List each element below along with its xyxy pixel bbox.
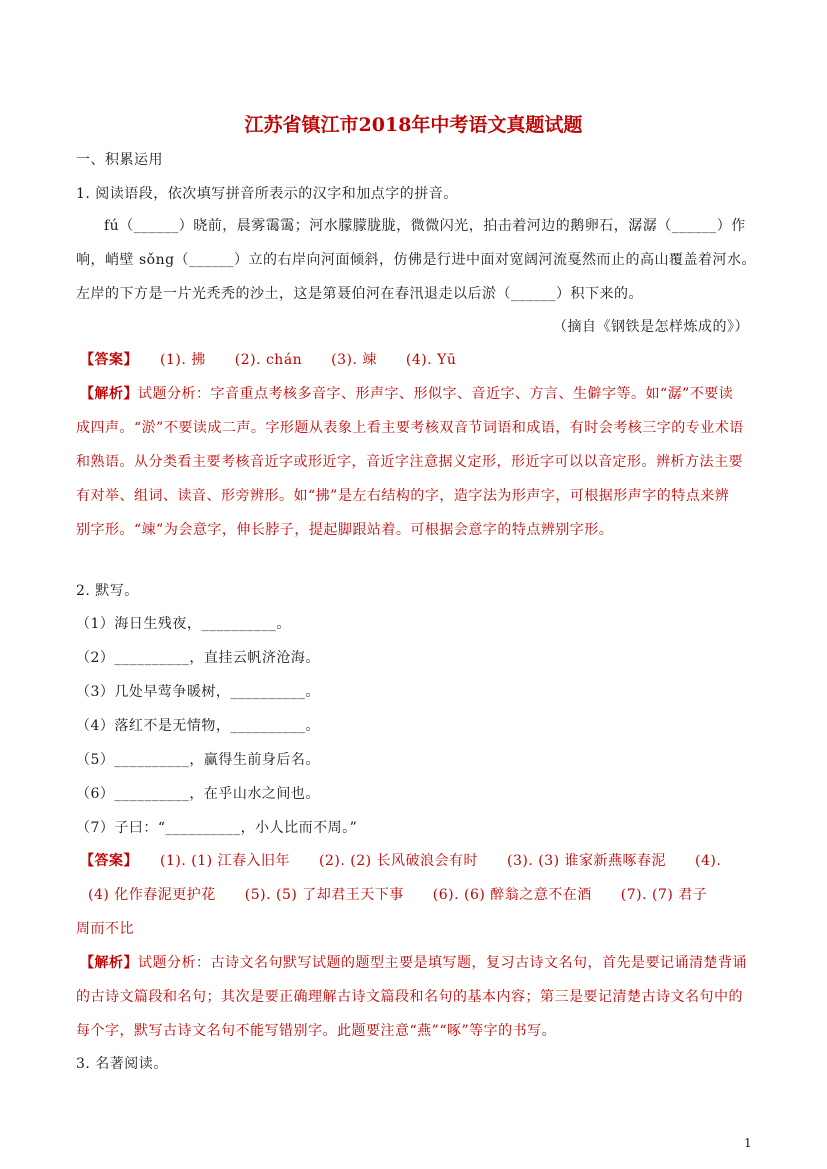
dictation-item: （2）__________，直挂云帆济沧海。 — [76, 650, 320, 666]
page-number: 1 — [744, 1136, 752, 1150]
analysis-line: 别字形。“竦”为会意字，伸长脖子，提起脚跟站着。可根据会意字的特点辨别字形。 — [76, 522, 614, 538]
answer-label: 【答案】 — [80, 853, 138, 869]
analysis-label: 【解析】 — [80, 955, 138, 971]
question-1-prompt: 1. 阅读语段，依次填写拼音所表示的汉字和加点字的拼音。 — [76, 186, 458, 202]
question-2-prompt: 2. 默写。 — [76, 583, 139, 599]
answer-text: (1). 拂 (2). chán (3). 竦 (4). Yū — [160, 352, 457, 368]
dictation-item: （4）落红不是无情物，__________。 — [76, 718, 320, 734]
passage-line: 响，峭壁 sǒng（______）立的右岸向河面倾斜，仿佛是行进中面对宽阔河流戛然而止的高山覆盖着河水。 — [76, 252, 757, 268]
analysis-label: 【解析】 — [80, 386, 138, 402]
dictation-item: （6）__________，在乎山水之间也。 — [76, 786, 320, 802]
answer-text: (4) 化作春泥更护花 (5). (5) 了却君王天下事 (6). (6) 醉翁之意不在酒 (7). (7) 君子 — [88, 887, 708, 903]
analysis-text: 试题分析：古诗文名句默写试题的题型主要是填写题，复习古诗文名句，首先是要记诵清楚背诵 — [138, 955, 747, 971]
dictation-item: （7）子曰：“__________，小人比而不周。” — [76, 820, 358, 836]
dictation-item: （5）__________，赢得生前身后名。 — [76, 752, 320, 768]
answer-text: 周而不比 — [76, 921, 134, 937]
answer-block — [80, 851, 721, 871]
answer-label: 【答案】 — [80, 352, 138, 368]
analysis-line — [80, 384, 733, 404]
answer-text: (1). (1) 江春入旧年 (2). (2) 长风破浪会有时 (3). (3) 谁家新燕啄春泥 (4). — [160, 853, 722, 869]
passage-line: fú（______）晓前，晨雾霭霭；河水朦朦胧胧，微微闪光，拍击着河边的鹅卵石，潺潺（______）作 — [104, 218, 746, 234]
answer-block — [80, 350, 456, 370]
analysis-line: 的古诗文篇段和名句；其次是要正确理解古诗文篇段和名句的基本内容；第三是要记清楚古诗文名句中的 — [76, 989, 743, 1005]
analysis-line — [80, 953, 747, 973]
analysis-line: 和熟语。从分类看主要考核音近字或形近字，音近字注意据义定形，形近字可以以音定形。辨析方法主要 — [76, 454, 743, 470]
dictation-item: （3）几处早莺争暖树，__________。 — [76, 684, 320, 700]
analysis-text: 试题分析：字音重点考核多音字、形声字、形似字、音近字、方言、生僻字等。如“潺”不要读 — [138, 386, 734, 402]
dictation-item: （1）海日生残夜，__________。 — [76, 616, 291, 632]
section-heading: 一、积累运用 — [76, 152, 163, 168]
passage-line: 左岸的下方是一片光秃秃的沙土，这是第聂伯河在春汛退走以后淤（______）积下来的。 — [76, 286, 643, 302]
page-title: 江苏省镇江市2018年中考语文真题试题 — [244, 114, 583, 136]
passage-source: （摘自《钢铁是怎样炼成的》） — [553, 319, 749, 335]
analysis-line: 有对举、组词、读音、形旁辨形。如“拂”是左右结构的字，造字法为形声字，可根据形声字的特点来辨 — [76, 488, 730, 504]
analysis-line: 成四声。“淤”不要读成二声。字形题从表象上看主要考核双音节词语和成语，有时会考核三字的专业术语 — [76, 420, 744, 436]
question-3-prompt: 3. 名著阅读。 — [76, 1056, 168, 1072]
analysis-line: 每个字，默写古诗文名句不能写错别字。此题要注意“燕”“啄”等字的书写。 — [76, 1023, 557, 1039]
